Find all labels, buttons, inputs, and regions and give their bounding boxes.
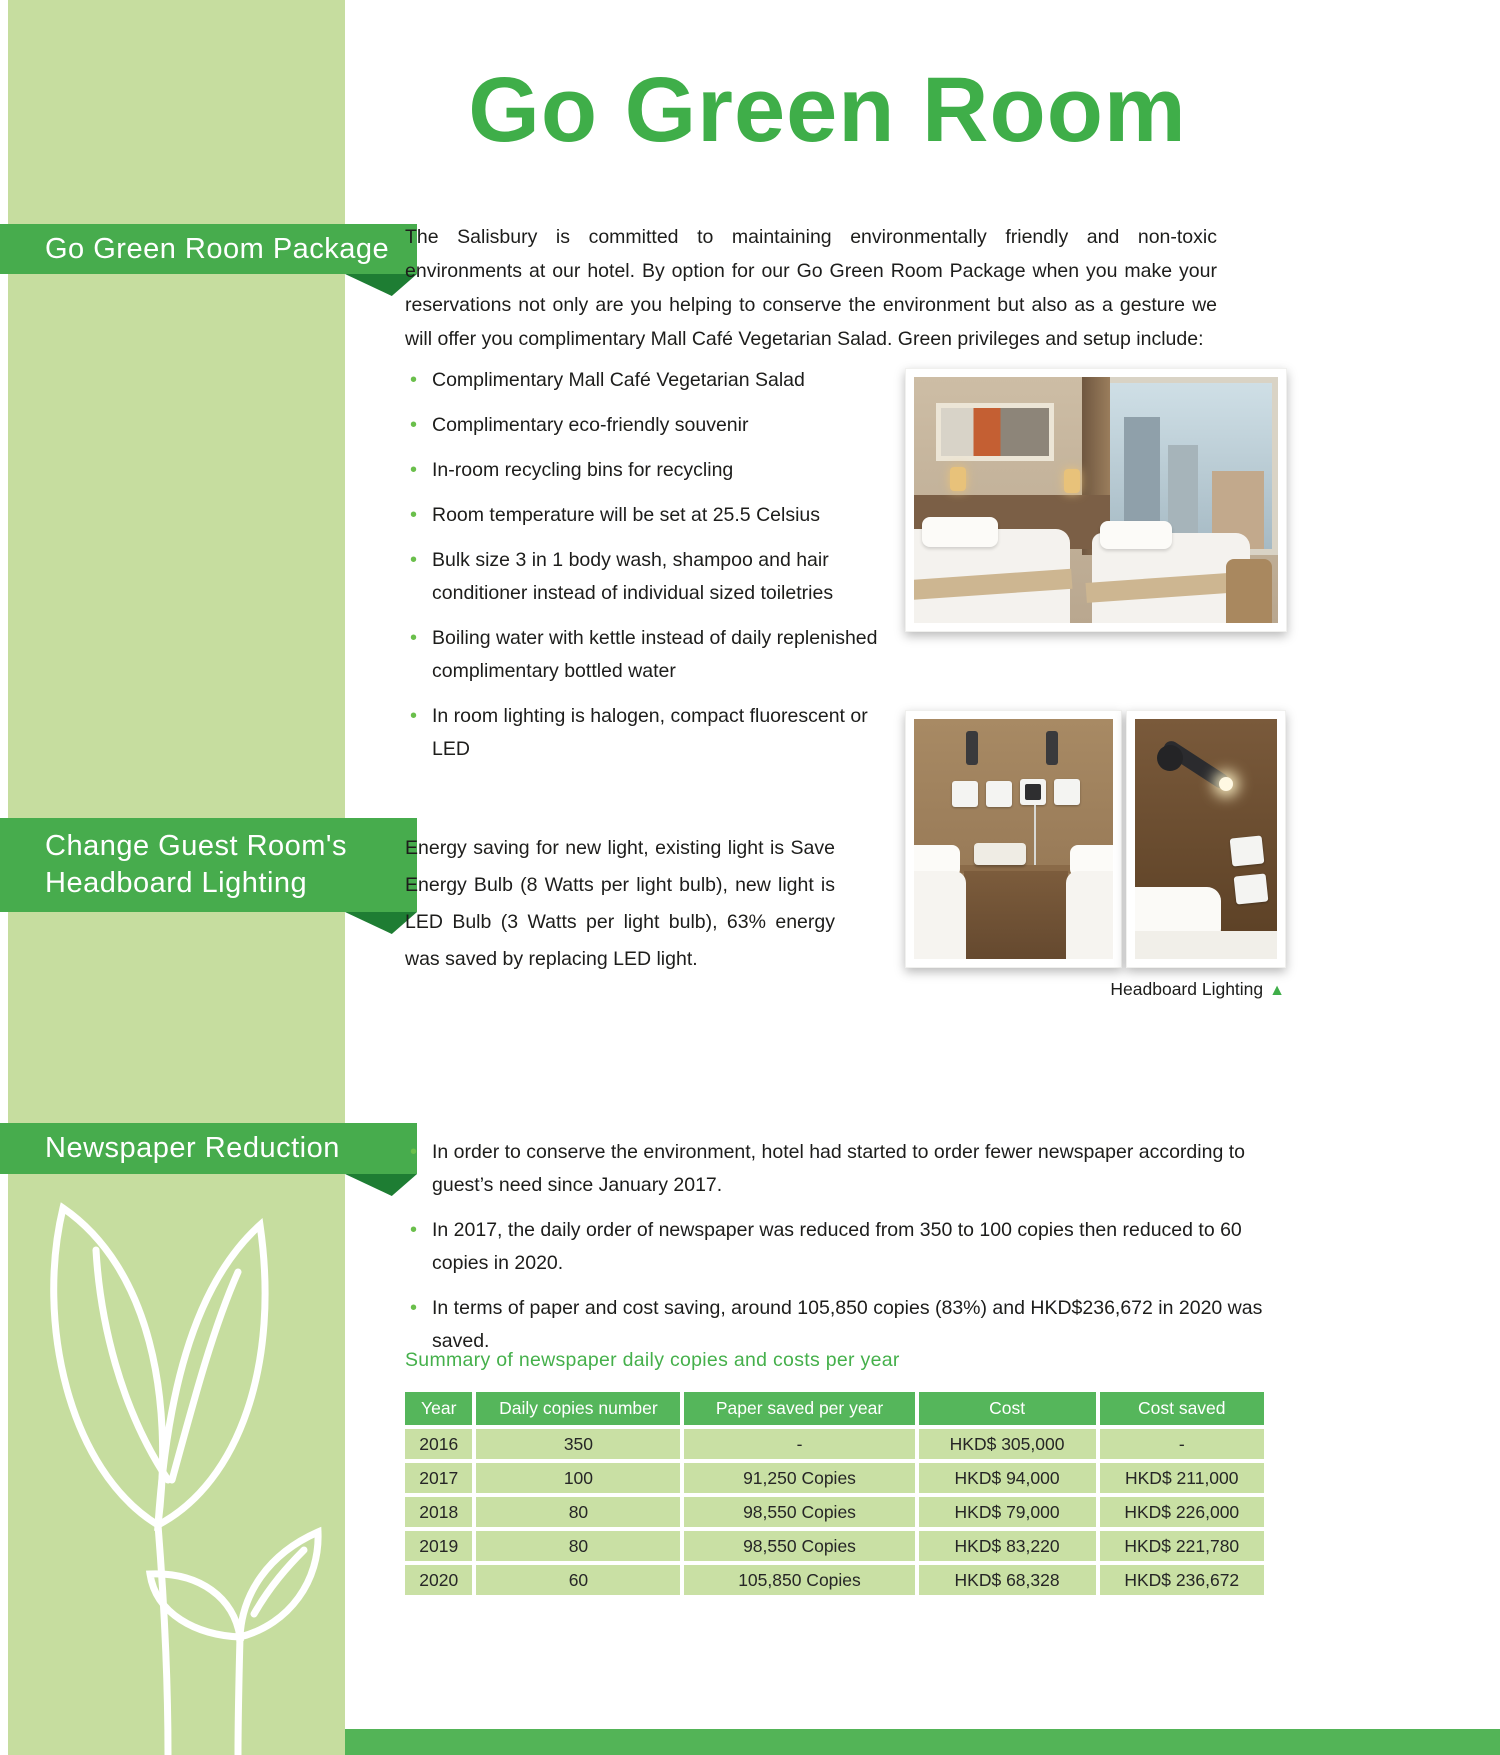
table-cell: HKD$ 83,220 — [919, 1531, 1096, 1561]
column-header: Cost — [919, 1392, 1096, 1425]
desk-chair — [1226, 559, 1272, 623]
plug-adapter — [1025, 784, 1041, 800]
table-cell: HKD$ 236,672 — [1100, 1565, 1264, 1595]
bed — [914, 871, 966, 959]
bullet-item: • In order to conserve the environment, hotel had started to order fewer newspaper according to guest’s need since January 2017. — [408, 1136, 1268, 1202]
pillow — [922, 517, 998, 547]
power-socket — [1020, 779, 1046, 805]
pillow — [1100, 521, 1172, 549]
ribbon-label: Go Green Room Package — [45, 232, 390, 265]
bottom-accent-bar — [345, 1729, 1500, 1755]
page-title: Go Green Room — [468, 59, 1187, 161]
wall-lamp — [950, 467, 966, 491]
column-header: Paper saved per year — [684, 1392, 914, 1425]
table-cell: 60 — [476, 1565, 680, 1595]
ribbon-label-line1: Change Guest Room's — [45, 830, 347, 862]
table-title: Summary of newspaper daily copies and costs per year — [405, 1349, 900, 1371]
package-bullet-list — [408, 364, 908, 778]
bullet-item: • Complimentary Mall Café Vegetarian Salad — [408, 364, 908, 397]
column-header: Year — [405, 1392, 472, 1425]
table-cell: 98,550 Copies — [684, 1497, 914, 1527]
bullet-item: • Complimentary eco-friendly souvenir — [408, 409, 908, 442]
table-cell: HKD$ 226,000 — [1100, 1497, 1264, 1527]
table-cell: 2019 — [405, 1531, 472, 1561]
telephone — [974, 843, 1026, 865]
bed-sheet — [1135, 931, 1277, 959]
up-triangle-icon: ▲ — [1269, 982, 1285, 999]
table-cell: 350 — [476, 1429, 680, 1459]
wall-lamp — [1064, 469, 1080, 493]
cord — [1034, 805, 1036, 865]
headboard-photo-after — [1126, 710, 1286, 968]
table-cell: 100 — [476, 1463, 680, 1493]
photo-caption — [905, 979, 1285, 1000]
newspaper-bullet-list — [408, 1136, 1268, 1370]
wall-lamp — [1046, 731, 1058, 765]
table-cell: 2017 — [405, 1463, 472, 1493]
table-cell: 80 — [476, 1531, 680, 1561]
ribbon-fold — [345, 1174, 417, 1196]
plant-sprout-illustration — [8, 1180, 345, 1755]
ribbon-newspaper-reduction — [0, 1123, 417, 1174]
table-cell: 105,850 Copies — [684, 1565, 914, 1595]
wall-lamp — [966, 731, 978, 765]
nightstand — [964, 871, 1068, 959]
bullet-item: • In 2017, the daily order of newspaper was reduced from 350 to 100 copies then reduced to 60 copies in 2020. — [408, 1214, 1268, 1280]
table-cell: 2016 — [405, 1429, 472, 1459]
bullet-item: • Bulk size 3 in 1 body wash, shampoo and hair conditioner instead of individual sized toiletries — [408, 544, 908, 610]
switch-plate — [1230, 835, 1265, 866]
ribbon-change-headboard-lighting — [0, 818, 417, 912]
table-cell: 2018 — [405, 1497, 472, 1527]
table-cell: 80 — [476, 1497, 680, 1527]
package-intro-paragraph: The Salisbury is committed to maintaining environmentally friendly and non-toxic environments at our hotel. By option for our Go Green Room Package when you make your reservations not only are you helping to conserve the environment but also as a gesture we will offer you complimentary Mall Café Vegetarian Salad. Green privileges and setup include: — [405, 226, 1217, 350]
table-cell: HKD$ 94,000 — [919, 1463, 1096, 1493]
table-cell: HKD$ 79,000 — [919, 1497, 1096, 1527]
bullet-item: • Boiling water with kettle instead of daily replenished complimentary bottled water — [408, 622, 908, 688]
led-light-scene — [1135, 719, 1277, 959]
switch-plate — [986, 781, 1012, 807]
table-cell: HKD$ 68,328 — [919, 1565, 1096, 1595]
switch-plate — [1234, 873, 1269, 904]
bed — [1066, 871, 1113, 959]
wall-artwork — [936, 403, 1054, 461]
table-cell: HKD$ 211,000 — [1100, 1463, 1264, 1493]
table-cell: HKD$ 221,780 — [1100, 1531, 1264, 1561]
table-cell: 91,250 Copies — [684, 1463, 914, 1493]
bed-runner — [914, 569, 1072, 602]
ribbon-label-line2: Headboard Lighting — [45, 867, 308, 899]
bullet-item: • In-room recycling bins for recycling — [408, 454, 908, 487]
ribbon-label: Newspaper Reduction — [45, 1132, 340, 1164]
table-cell: HKD$ 305,000 — [919, 1429, 1096, 1459]
bullet-item: • In room lighting is halogen, compact fluorescent or LED — [408, 700, 908, 766]
newspaper-summary-table — [405, 1392, 1248, 1595]
headboard-scene — [914, 719, 1113, 959]
bullet-item: • Room temperature will be set at 25.5 Celsius — [408, 499, 908, 532]
switch-plate — [1054, 779, 1080, 805]
headboard-photo-before — [905, 710, 1122, 968]
light-mount — [1157, 745, 1183, 771]
table-cell: 2020 — [405, 1565, 472, 1595]
table-cell: - — [1100, 1429, 1264, 1459]
light-glow — [1219, 777, 1233, 791]
caption-text: Headboard Lighting — [1110, 979, 1264, 999]
ribbon-go-green-room-package — [0, 224, 417, 274]
column-header: Daily copies number — [476, 1392, 680, 1425]
lighting-paragraph: Energy saving for new light, existing light is Save Energy Bulb (8 Watts per light bulb), new light is LED Bulb (3 Watts per light bulb), 63% energy was saved by replacing LED light. — [405, 837, 835, 970]
table-cell: 98,550 Copies — [684, 1531, 914, 1561]
switch-plate — [952, 781, 978, 807]
guest-room-photo — [905, 368, 1287, 632]
guest-room-scene — [914, 377, 1278, 623]
bullet-item: • In terms of paper and cost saving, around 105,850 copies (83%) and HKD$236,672 in 2020 was saved. — [408, 1292, 1268, 1358]
column-header: Cost saved — [1100, 1392, 1264, 1425]
table-cell: - — [684, 1429, 914, 1459]
